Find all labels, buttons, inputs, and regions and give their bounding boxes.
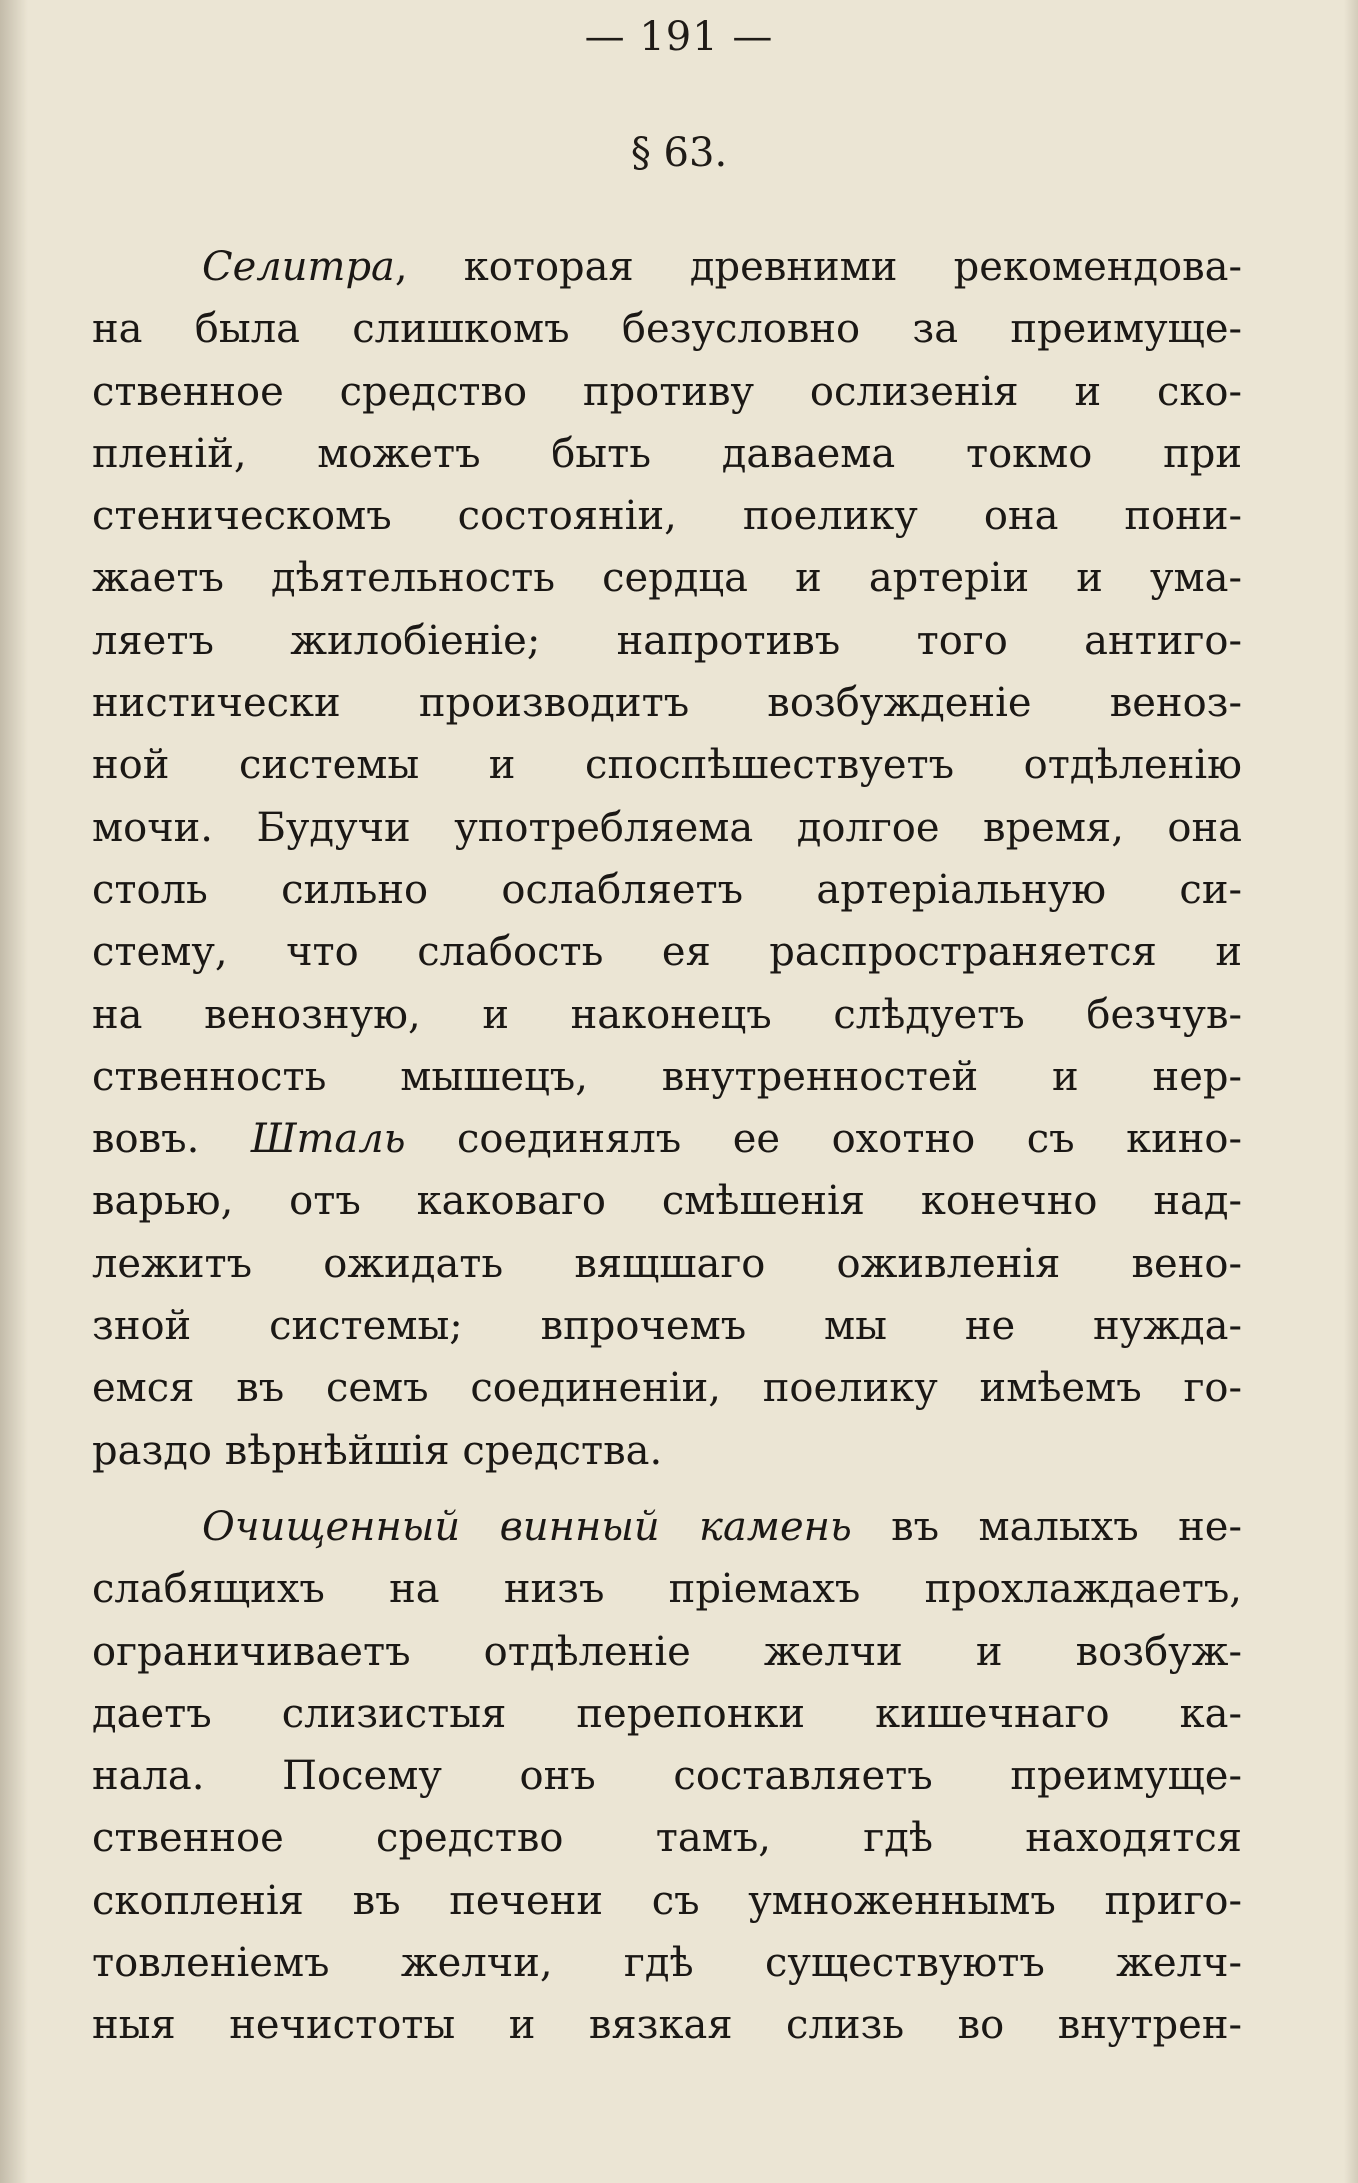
text-line: скопленія въ печени съ умноженнымъ приго- (92, 1877, 1242, 1924)
text-line: ственное средство противу ослизенія и ско- (92, 368, 1242, 415)
text-line: ограничиваетъ отдѣленіе желчи и возбуж- (92, 1628, 1242, 1675)
text-line: жаетъ дѣятельность сердца и артеріи и ума- (92, 555, 1242, 602)
italic-term: Очищенный винный камень (202, 1503, 852, 1550)
page-number: — 191 — (584, 14, 774, 60)
body-text (92, 236, 1242, 2057)
line-text: соединялъ ее охотно съ кино- (405, 1116, 1243, 1163)
text-line: варью, отъ каковаго смѣшенія конечно над- (92, 1178, 1242, 1225)
text-line: мочи. Будучи употребляема долгое время, она (92, 804, 1242, 851)
text-line: даетъ слизистыя перепонки кишечнаго ка- (92, 1690, 1242, 1737)
text-line: ной системы и споспѣшествуетъ отдѣленію (92, 742, 1242, 789)
text-line (92, 1496, 1242, 1558)
text-line: лежитъ ожидать вящшаго оживленія вено- (92, 1240, 1242, 1287)
text-line: ляетъ жилобіеніе; напротивъ того антиго- (92, 617, 1242, 664)
text-line: емся въ семъ соединеніи, поелику имѣемъ го- (92, 1365, 1242, 1412)
text-line: пленій, можетъ быть даваема токмо при (92, 430, 1242, 477)
paragraph-gap (92, 1482, 1242, 1496)
text-line: ныя нечистоты и вязкая слизь во внутрен- (92, 2002, 1242, 2049)
italic-name: Шталь (250, 1116, 406, 1163)
line-text: , которая древними рекомендова- (394, 244, 1242, 290)
line-text: вовъ. (92, 1116, 251, 1163)
italic-term: Селитра (202, 244, 395, 290)
text-line: ственное средство тамъ, гдѣ находятся (92, 1815, 1242, 1862)
text-line: на была слишкомъ безусловно за преимуще- (92, 306, 1242, 353)
section-heading: § 63. (630, 130, 728, 176)
text-line: товленіемъ желчи, гдѣ существуютъ желч- (92, 1940, 1242, 1987)
text-line: зной системы; впрочемъ мы не нужда- (92, 1303, 1242, 1350)
text-line: стему, что слабость ея распространяется и (92, 929, 1242, 976)
line-text: въ малыхъ не- (851, 1503, 1242, 1550)
text-line: слабящихъ на низъ пріемахъ прохлаждаетъ, (92, 1566, 1242, 1613)
text-line: стеническомъ состояніи, поелику она пони- (92, 493, 1242, 540)
text-line (92, 1108, 1242, 1170)
text-line: нала. Посему онъ составляетъ преимуще- (92, 1753, 1242, 1800)
text-line (92, 236, 1242, 298)
text-line: на венозную, и наконецъ слѣдуетъ безчув- (92, 991, 1242, 1038)
text-line: нистически производитъ возбужденіе веноз- (92, 680, 1242, 727)
text-line: ственность мышецъ, внутренностей и нер- (92, 1053, 1242, 1100)
text-line: столь сильно ослабляетъ артеріальную си- (92, 866, 1242, 913)
text-line: раздо вѣрнѣйшія средства. (92, 1427, 663, 1474)
